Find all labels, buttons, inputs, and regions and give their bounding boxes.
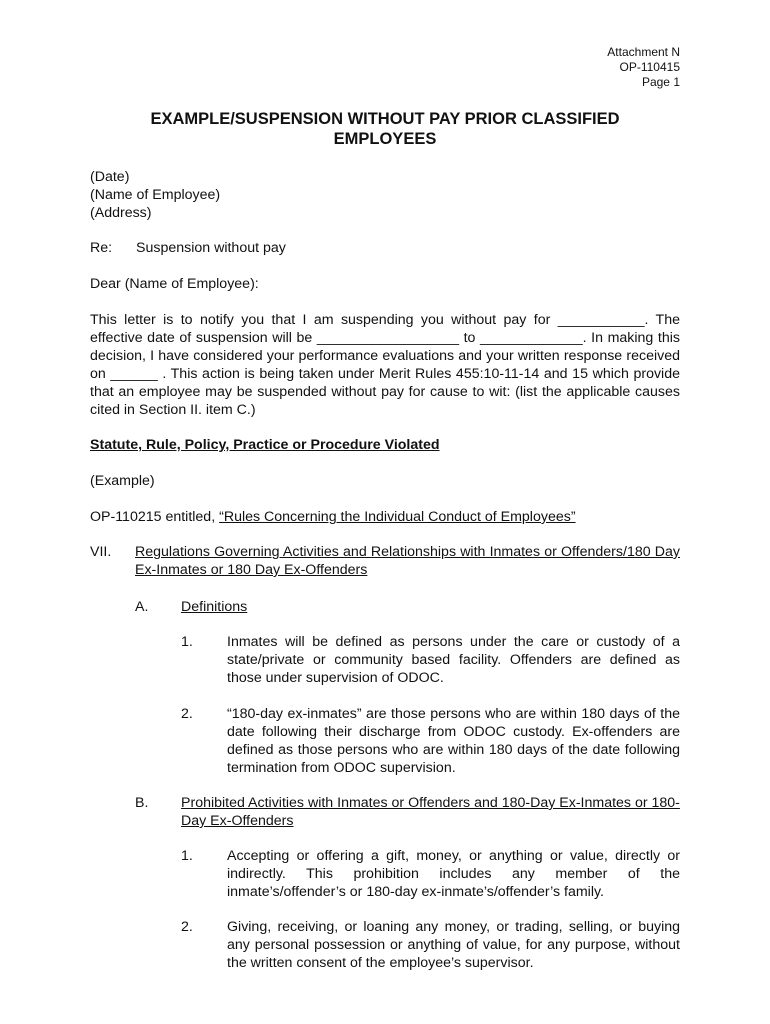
attachment-header [607,45,680,90]
op-number: OP-110415 [619,60,680,74]
re-subject: Suspension without pay [136,240,286,256]
op-reference-prefix: OP-110215 entitled, [90,509,220,525]
recipient-address-block [90,168,680,222]
section-vii-title: Regulations Governing Activities and Relationships with Inmates or Offenders/180 Day Ex-Inmates or 180 Day Ex-Offenders [135,544,680,578]
section-a-item-2-text: “180-day ex-inmates” are those persons who are within 180 days of the date following their discharge from ODOC custody. Ex-offenders are defined as those persons who are within 180 days of the date following termination from ODOC supervision. [227,706,680,776]
section-b-item-1-number: 1. [181,848,193,864]
section-a-letter: A. [135,599,149,615]
body-paragraph: This letter is to notify you that I am suspending you without pay for ___________. The effective date of suspension will be __________________ to _____________. In making this decision, I have considered your performance evaluations and your written response received on ______ . This action is being taken under Merit Rules 455:10-11-14 and 15 which provide that an employee may be suspended without pay for cause to wit: (list the applicable causes cited in Section II. item C.) [90,312,680,418]
violated-heading: Statute, Rule, Policy, Practice or Procedure Violated [90,437,440,453]
page-number: Page 1 [641,75,680,89]
section-b-item-1-text: Accepting or offering a gift, money, or anything or value, directly or indirectly. This prohibition includes any member of the inmate’s/offender’s or 180-day ex-inmate’s/offender’s family. [227,848,680,900]
re-label: Re: [90,240,113,256]
title-line-2: EMPLOYEES [333,130,437,148]
op-reference [90,508,680,526]
section-a-item-1-text: Inmates will be defined as persons under the care or custody of a state/private or community based facility. Offenders are defined as those under supervision of ODOC. [227,634,680,686]
attachment-label: Attachment N [607,45,680,59]
section-b-title: Prohibited Activities with Inmates or Offenders and 180-Day Ex-Inmates or 180-Day Ex-Offenders [181,795,680,829]
section-b-item-2-number: 2. [181,919,193,935]
employee-name-placeholder: (Name of Employee) [90,187,221,203]
op-reference-title: “Rules Concerning the Individual Conduct of Employees” [219,509,576,525]
title-line-1: EXAMPLE/SUSPENSION WITHOUT PAY PRIOR CLASSIFIED [150,110,620,128]
date-placeholder: (Date) [90,169,130,185]
section-a-item-2-number: 2. [181,706,193,722]
section-vii-number: VII. [90,544,112,560]
section-a-item-1-number: 1. [181,634,193,650]
example-label: (Example) [90,473,155,489]
section-a-title: Definitions [181,599,248,615]
section-b-item-2-text: Giving, receiving, or loaning any money, or trading, selling, or buying any personal possession or anything of value, for any purpose, without the written consent of the employee’s supervisor. [227,919,680,971]
address-placeholder: (Address) [90,205,152,221]
document-title [90,109,680,149]
section-b-letter: B. [135,795,149,811]
salutation: Dear (Name of Employee): [90,276,259,292]
